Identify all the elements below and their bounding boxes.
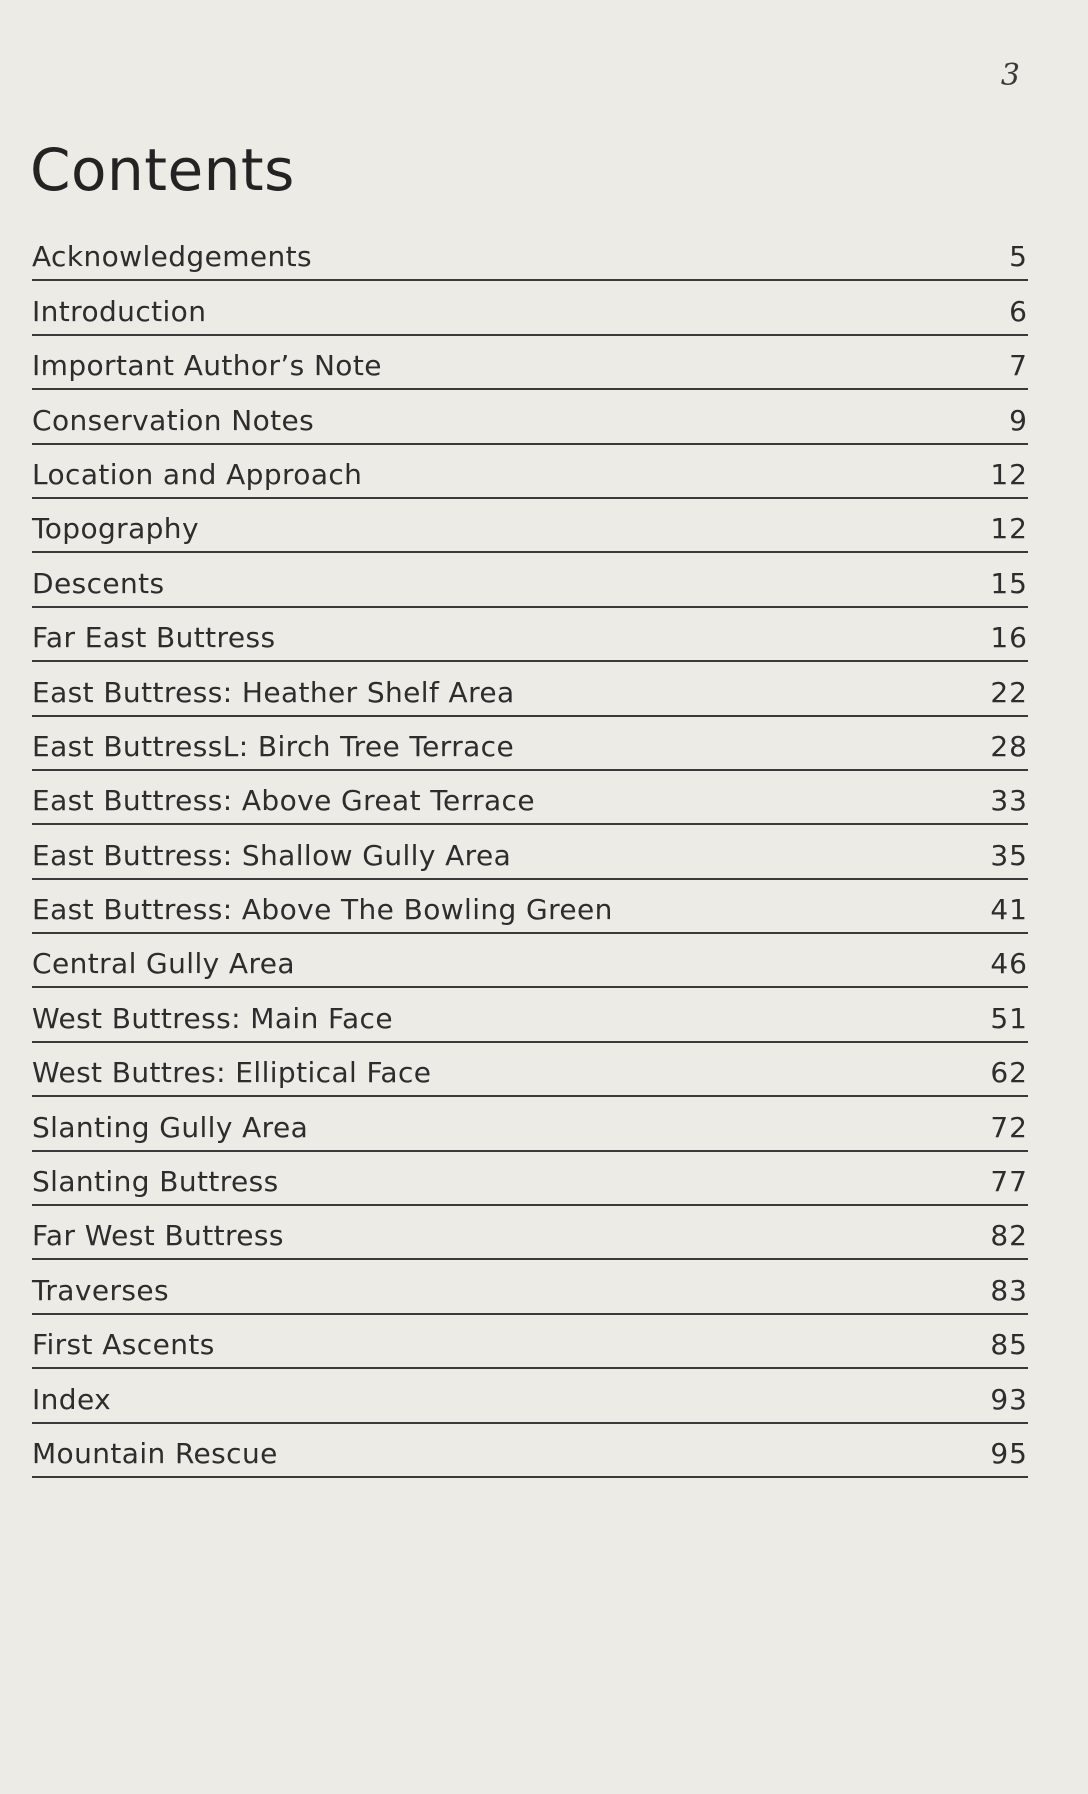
toc-entry [32, 880, 1028, 934]
toc-entry-page: 83 [990, 1273, 1028, 1307]
toc-entry [32, 662, 1028, 716]
toc-entry [32, 336, 1028, 390]
toc-entry-title: West Buttres: Elliptical Face [32, 1056, 432, 1090]
toc-entry-title: Far East Buttress [32, 621, 276, 655]
toc-entry-title: Introduction [32, 294, 207, 328]
toc-entry-title: Conservation Notes [32, 403, 315, 437]
toc-entry-page: 77 [990, 1165, 1028, 1199]
toc-entry [32, 1043, 1028, 1097]
toc-entry-title: Far West Buttress [32, 1219, 284, 1253]
toc-entry [32, 608, 1028, 662]
toc-entry-title: Descents [32, 566, 165, 600]
toc-entry [32, 1424, 1028, 1478]
toc-entry-page: 12 [990, 512, 1028, 546]
toc-entry-page: 72 [990, 1110, 1028, 1144]
toc-entry-title: First Ascents [32, 1328, 215, 1362]
toc-entry-title: Acknowledgements [32, 240, 313, 274]
toc-entry-title: Mountain Rescue [32, 1436, 278, 1470]
toc-entry [32, 1369, 1028, 1423]
toc-entry [32, 825, 1028, 879]
toc-entry-page: 46 [990, 947, 1028, 981]
toc-entry-page: 28 [990, 729, 1028, 763]
toc-entry-page: 85 [990, 1328, 1028, 1362]
toc-entry-page: 82 [990, 1219, 1028, 1253]
toc-entry-title: Central Gully Area [32, 947, 295, 981]
toc-entry-page: 7 [1009, 349, 1028, 383]
toc-entry-page: 33 [990, 784, 1028, 818]
toc-entry-title: West Buttress: Main Face [32, 1001, 393, 1035]
toc-entry [32, 390, 1028, 444]
toc-entry-page: 5 [1009, 240, 1028, 274]
toc-entry [32, 1097, 1028, 1151]
toc-entry-title: East Buttress: Heather Shelf Area [32, 675, 515, 709]
toc-entry-page: 35 [990, 838, 1028, 872]
toc-entry [32, 1260, 1028, 1314]
toc-entry-title: Traverses [32, 1273, 169, 1307]
toc-entry [32, 934, 1028, 988]
toc-entry-title: Slanting Buttress [32, 1165, 279, 1199]
toc-entry [32, 445, 1028, 499]
toc-entry-title: Important Author’s Note [32, 349, 382, 383]
toc-entry-page: 15 [990, 566, 1028, 600]
toc-entry-page: 62 [990, 1056, 1028, 1090]
toc-entry-page: 22 [990, 675, 1028, 709]
toc-entry [32, 717, 1028, 771]
toc-entry-title: East ButtressL: Birch Tree Terrace [32, 729, 515, 763]
toc-entry-page: 93 [990, 1382, 1028, 1416]
toc-entry [32, 1206, 1028, 1260]
toc-entry-title: East Buttress: Above The Bowling Green [32, 893, 613, 927]
toc-entry-title: Slanting Gully Area [32, 1110, 309, 1144]
toc-entry-title: Index [32, 1382, 112, 1416]
table-of-contents [32, 227, 1028, 1478]
toc-entry-page: 6 [1009, 294, 1028, 328]
toc-entry [32, 281, 1028, 335]
toc-entry-page: 95 [990, 1436, 1028, 1470]
toc-entry [32, 499, 1028, 553]
toc-entry-page: 9 [1009, 403, 1028, 437]
toc-entry-page: 12 [990, 457, 1028, 491]
toc-entry [32, 988, 1028, 1042]
toc-entry [32, 553, 1028, 607]
toc-entry-page: 51 [990, 1001, 1028, 1035]
toc-entry [32, 1152, 1028, 1206]
page-title: Contents [30, 136, 295, 204]
toc-entry-title: Topography [32, 512, 199, 546]
toc-entry [32, 1315, 1028, 1369]
toc-entry [32, 771, 1028, 825]
toc-entry-title: Location and Approach [32, 457, 363, 491]
toc-entry-page: 41 [990, 893, 1028, 927]
toc-entry-title: East Buttress: Above Great Terrace [32, 784, 535, 818]
page-number: 3 [1000, 58, 1020, 93]
toc-entry [32, 227, 1028, 281]
toc-entry-title: East Buttress: Shallow Gully Area [32, 838, 512, 872]
toc-entry-page: 16 [990, 621, 1028, 655]
